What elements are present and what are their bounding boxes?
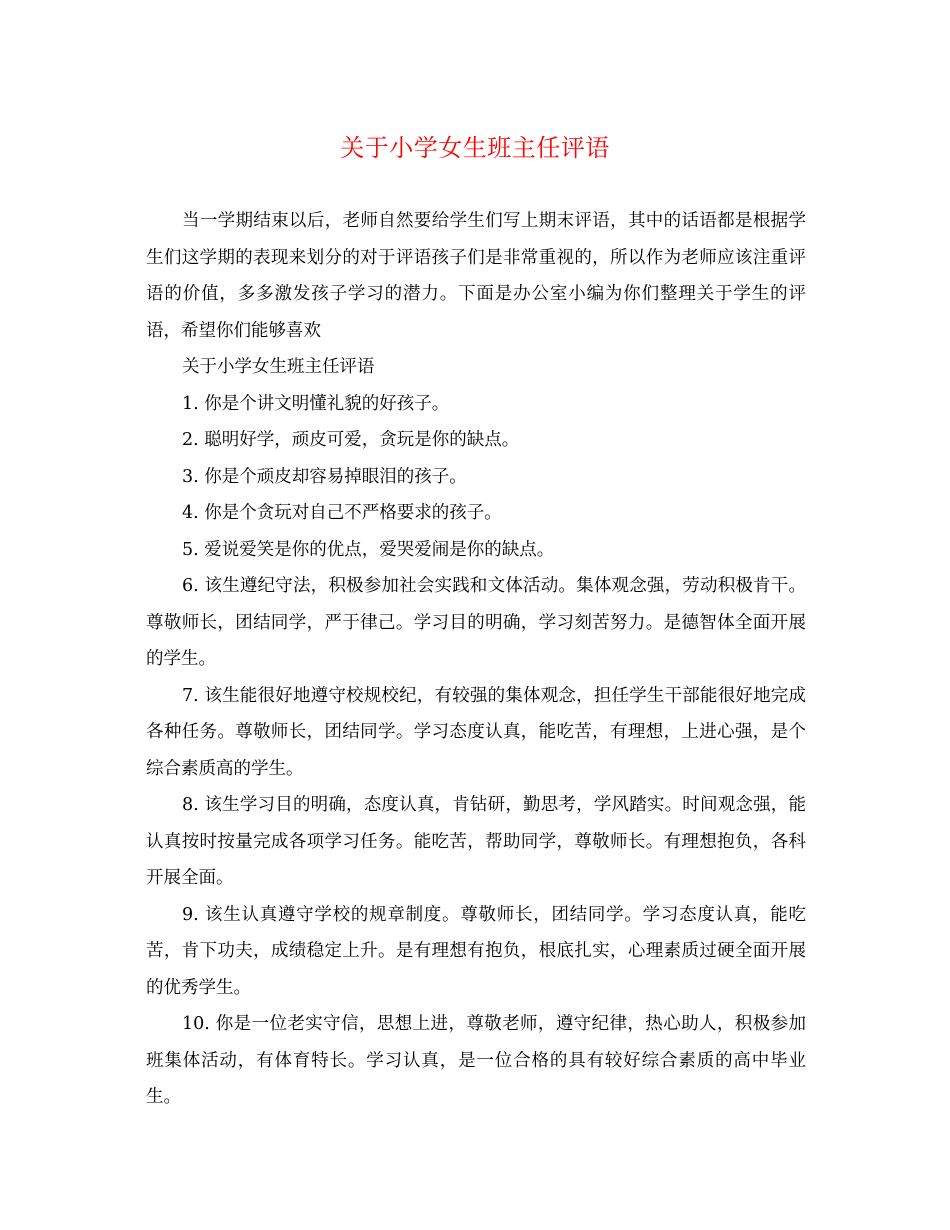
list-item: 6. 该生遵纪守法，积极参加社会实践和文体活动。集体观念强，劳动积极肯干。尊敬师长，团结同学，严于律己。学习目的明确，学习刻苦努力。是德智体全面开展的学生。 (146, 576, 806, 669)
section-subheading: 关于小学女生班主任评语 (182, 357, 375, 377)
document-title: 关于小学女生班主任评语 (340, 134, 610, 162)
list-item: 7. 该生能很好地遵守校规校纪，有较强的集体观念，担任学生干部能很好地完成各种任务。尊敬师长，团结同学。学习态度认真，能吃苦，有理想，上进心强，是个综合素质高的学生。 (146, 685, 806, 779)
list-item: 2. 聪明好学，顽皮可爱，贪玩是你的缺点。 (182, 430, 520, 450)
list-item: 3. 你是个顽皮却容易掉眼泪的孩子。 (182, 466, 467, 487)
intro-paragraph: 当一学期结束以后，老师自然要给学生们写上期末评语，其中的话语都是根据学生们这学期的表现来划分的对于评语孩子们是非常重视的，所以作为老师应该注重评语的价值，多多激发孩子学习的潜力。下面是办公室小编为你们整理关于学生的评语，希望你们能够喜欢 (146, 211, 806, 341)
document-body (146, 203, 806, 1116)
list-item: 1. 你是个讲文明懂礼貌的好孩子。 (182, 393, 450, 414)
list-item: 4. 你是个贪玩对自己不严格要求的孩子。 (182, 503, 502, 523)
list-item: 10. 你是一位老实守信，思想上进，尊敬老师，遵守纪律，热心助人，积极参加班集体活动，有体育特长。学习认真，是一位合格的具有较好综合素质的高中毕业生。 (146, 1014, 806, 1107)
list-item: 5. 爱说爱笑是你的优点，爱哭爱闹是你的缺点。 (182, 539, 555, 560)
list-item: 9. 该生认真遵守学校的规章制度。尊敬师长，团结同学。学习态度认真，能吃苦，肯下功夫，成绩稳定上升。是有理想有抱负，根底扎实，心理素质过硬全面开展的优秀学生。 (146, 904, 806, 998)
list-item: 8. 该生学习目的明确，态度认真，肯钻研，勤思考，学风踏实。时间观念强，能认真按时按量完成各项学习任务。能吃苦，帮助同学，尊敬师长。有理想抱负，各科开展全面。 (146, 795, 806, 888)
